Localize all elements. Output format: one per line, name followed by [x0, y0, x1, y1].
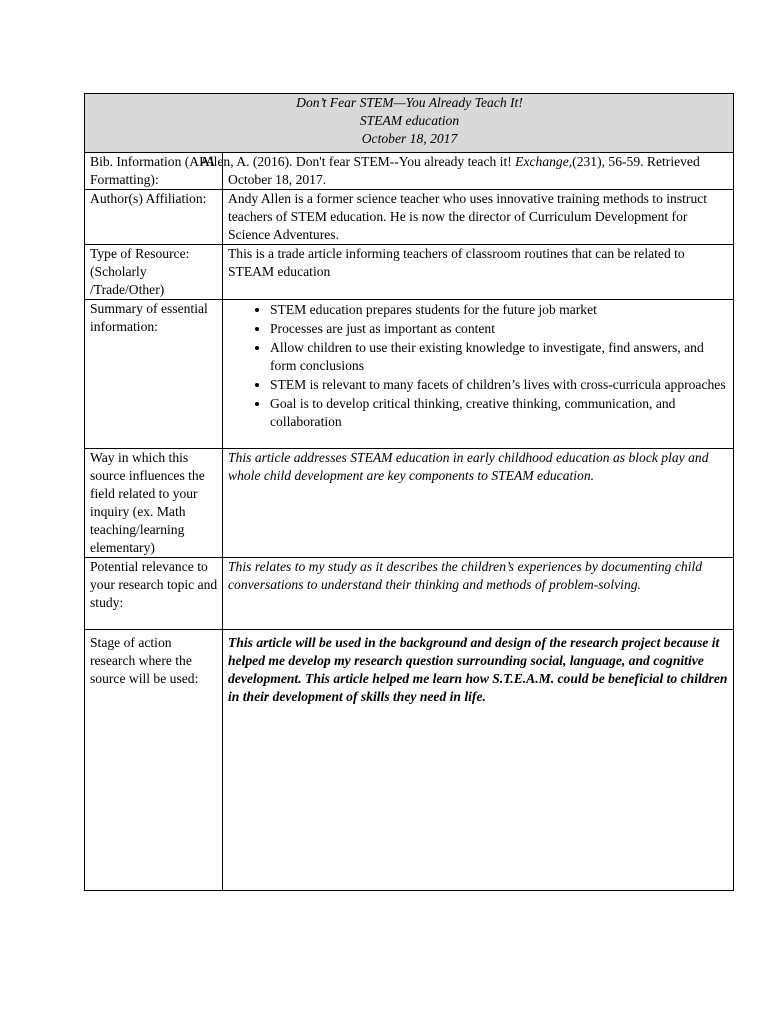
row-value-relevance: This relates to my study as it describes the children’s experiences by documenting child conversations to understand their thinking and methods of problem-solving. — [223, 558, 734, 630]
list-item: • STEM is relevant to many facets of children’s lives with cross-curricula approaches — [270, 376, 729, 394]
row-value-affiliation: Andy Allen is a former science teacher who uses innovative training methods to instruct teachers of STEM education. He is now the director of Curriculum Development for Science Adventures. — [223, 190, 734, 245]
table-row — [85, 190, 734, 245]
row-label-summary: Summary of essential information: — [85, 300, 223, 449]
article-date: October 18, 2017 — [361, 131, 458, 146]
article-subtitle: STEAM education — [359, 113, 460, 128]
row-label-bib: Bib. Information (APA Formatting): — [85, 153, 223, 190]
citation-authors: Allen, A. (2016). Don't fear STEM--You already teach it! — [200, 154, 516, 169]
table-row — [85, 630, 734, 891]
row-value-summary — [223, 300, 734, 449]
row-label-relevance: Potential relevance to your research topic and study: — [85, 558, 223, 630]
row-label-affiliation: Author(s) Affiliation: — [85, 190, 223, 245]
list-item: • Processes are just as important as content — [270, 320, 729, 338]
citation-journal: Exchange, — [515, 154, 573, 169]
row-value-resource-type: This is a trade article informing teachers of classroom routines that can be related to STEAM education — [223, 245, 734, 300]
list-item: • Allow children to use their existing knowledge to investigate, find answers, and form conclusions — [270, 339, 729, 375]
table-header-row — [85, 94, 734, 153]
list-item: • Goal is to develop critical thinking, creative thinking, communication, and collaboration — [270, 395, 729, 431]
article-title: Don’t Fear STEM—You Already Teach It! — [296, 95, 523, 110]
row-label-stage: Stage of action research where the source will be used: — [85, 630, 223, 891]
annotated-bibliography-table — [84, 93, 734, 891]
table-header — [85, 94, 734, 153]
table-row — [85, 558, 734, 630]
table-row — [85, 449, 734, 558]
row-value-bib — [200, 153, 734, 190]
summary-list — [228, 301, 729, 431]
citation-details: (231), 56-59. Retrieved October 18, 2017. — [228, 154, 700, 187]
row-label-influence: Way in which this source influences the field related to your inquiry (ex. Math teaching/learning elementary) — [85, 449, 223, 558]
row-value-influence: This article addresses STEAM education in early childhood education as block play and whole child development are key components to STEAM education. — [223, 449, 734, 558]
table-row — [85, 245, 734, 300]
row-value-stage: This article will be used in the background and design of the research project because it helped me develop my research question surrounding social, language, and cognitive development. This article helped me learn how S.T.E.A.M. could be beneficial to children in their development of skills they need in life. — [223, 630, 734, 891]
table-row — [85, 153, 734, 190]
table-row — [85, 300, 734, 449]
list-item: • STEM education prepares students for the future job market — [270, 301, 729, 319]
row-label-resource-type: Type of Resource: (Scholarly /Trade/Other) — [85, 245, 223, 300]
